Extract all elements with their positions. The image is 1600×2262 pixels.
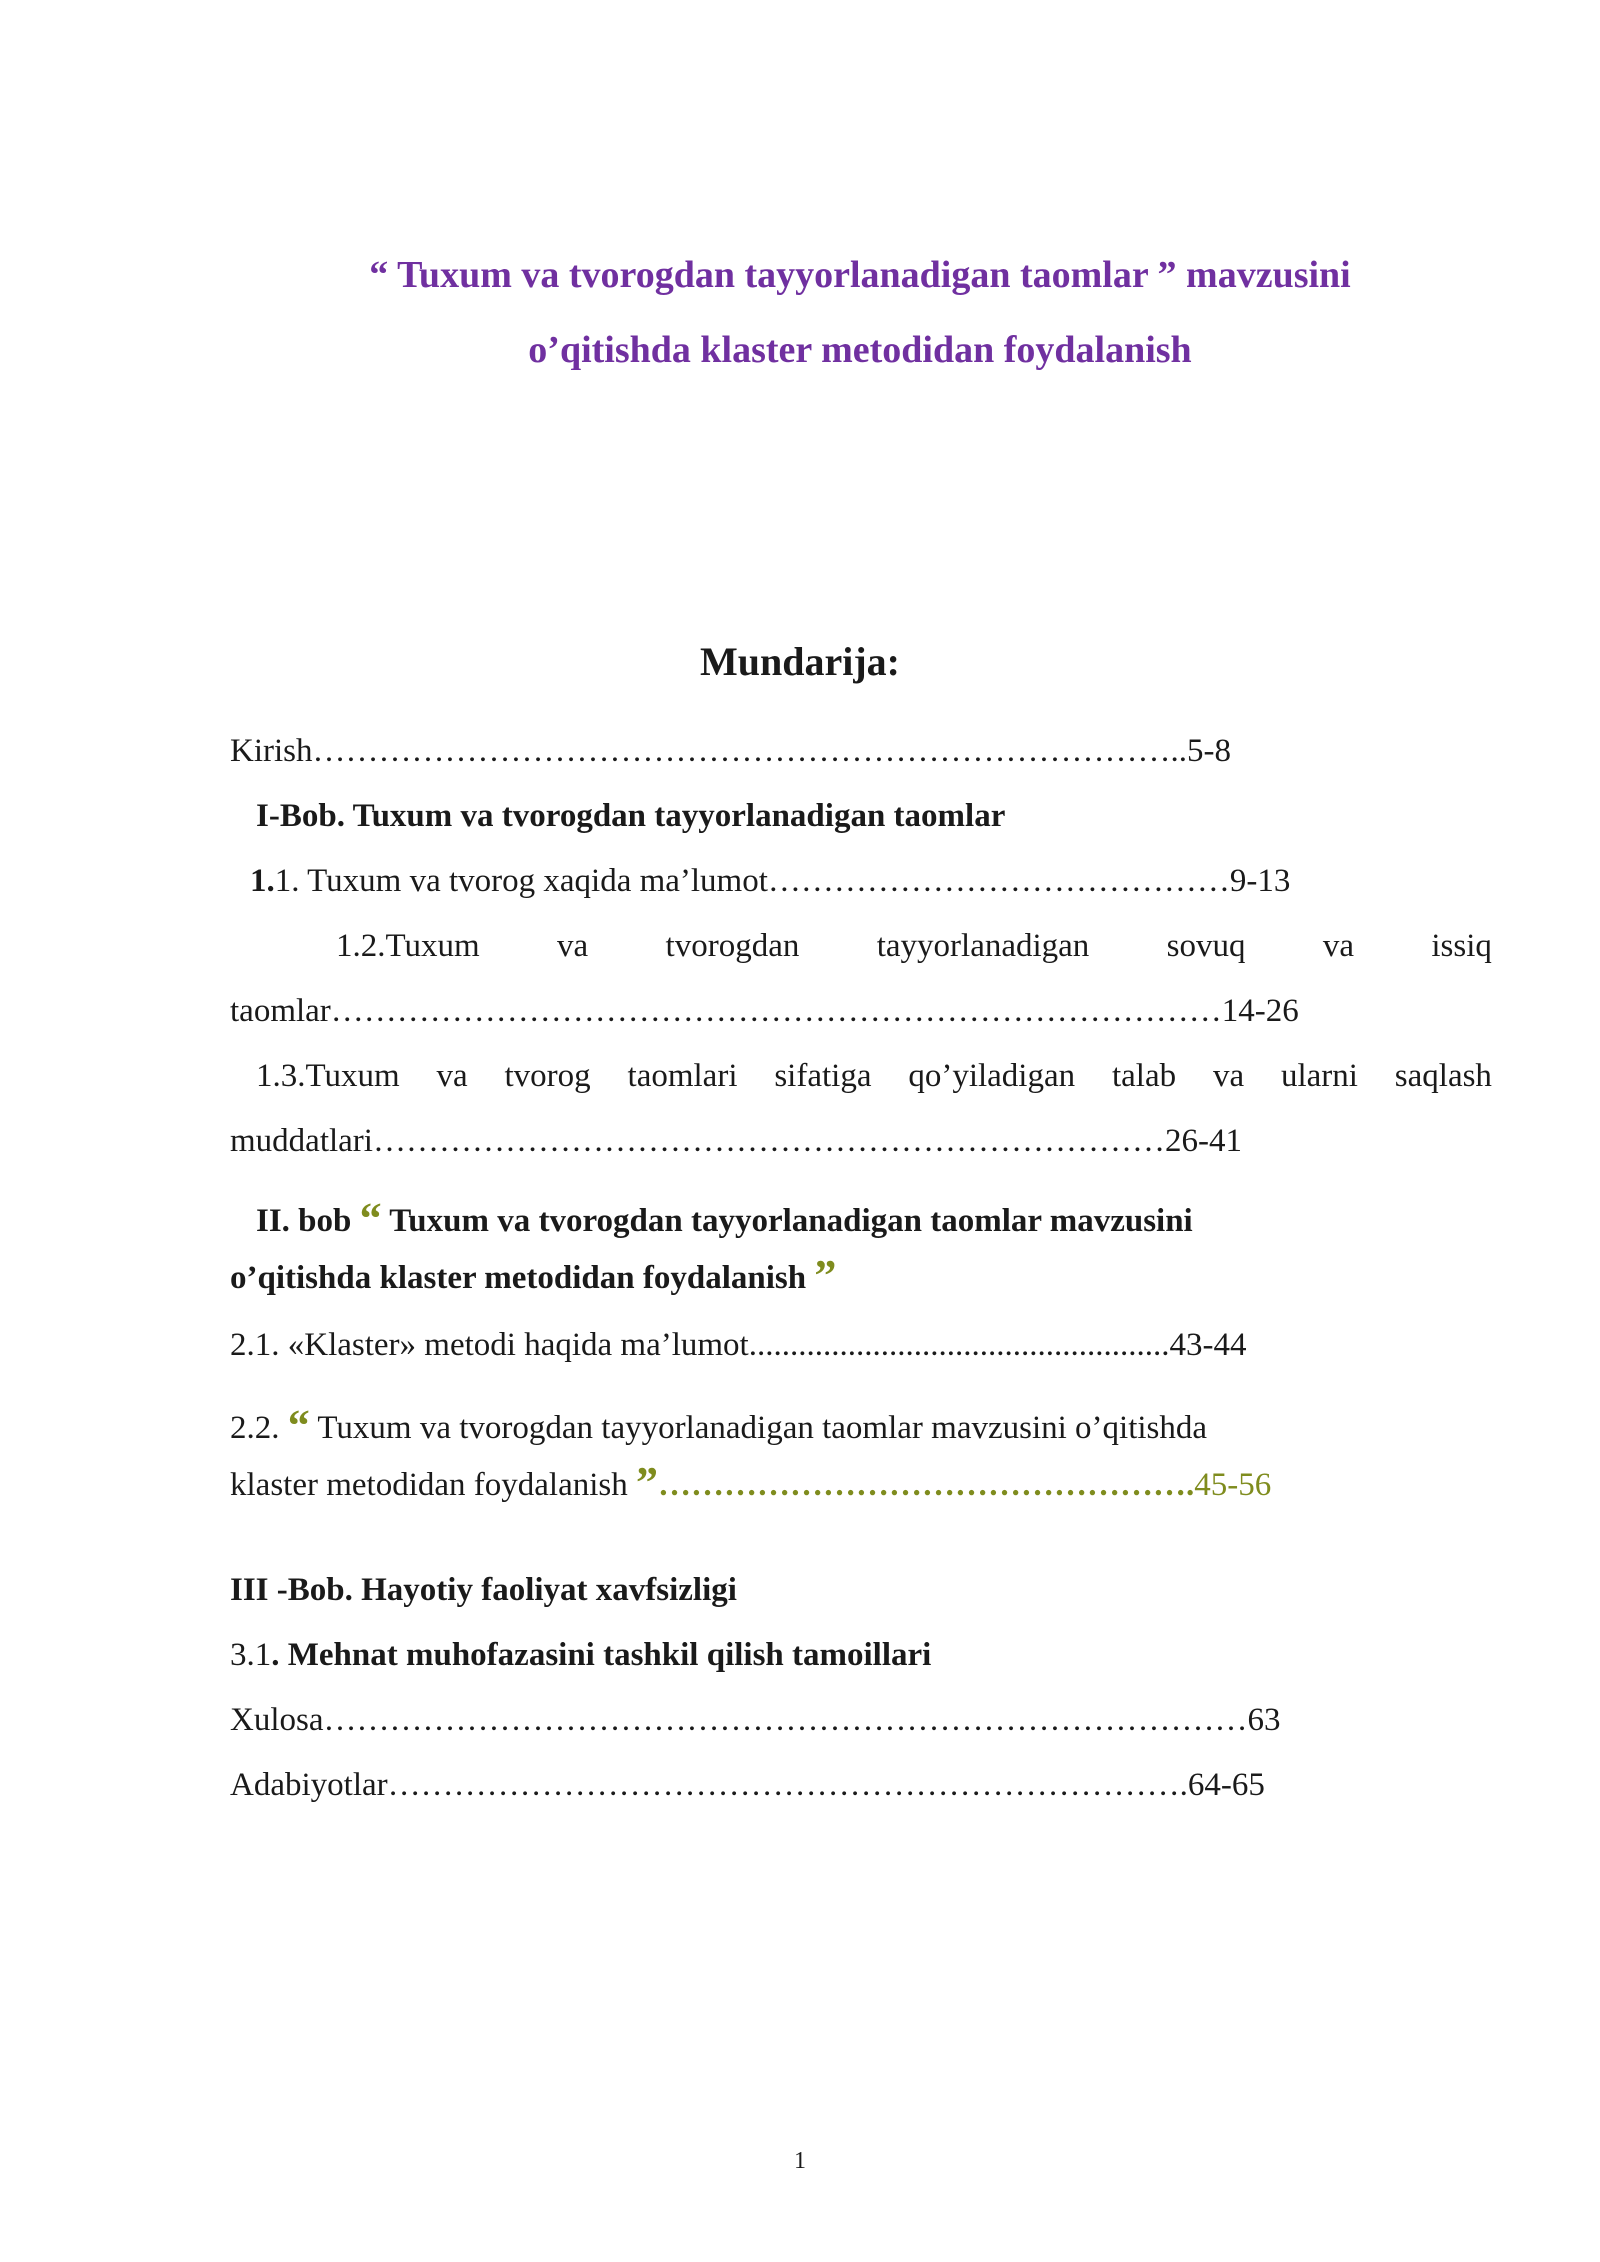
toc-entry-number: 1. bbox=[250, 863, 275, 899]
word: va bbox=[1212, 1058, 1245, 1094]
toc-chapter-2-line-1 bbox=[256, 1193, 1518, 1244]
word: tayyorlanadigan bbox=[876, 928, 1090, 964]
toc-entry-number: 2.2. bbox=[230, 1410, 280, 1446]
word: talab bbox=[1111, 1058, 1177, 1094]
word: taomlari bbox=[627, 1058, 738, 1094]
toc-entry-1-3-line-1 bbox=[256, 1058, 1492, 1095]
toc-entry-label: 1. Tuxum va tvorog xaqida ma’lumot bbox=[274, 863, 768, 899]
toc-page-range: 45-56 bbox=[1194, 1467, 1272, 1503]
toc-entry-label: 2.1. «Klaster» metodi haqida ma’lumot bbox=[230, 1327, 749, 1363]
toc-entry-label: . Mehnat muhofazasini tashkil qilish tamoillari bbox=[271, 1637, 932, 1673]
word: ularni bbox=[1280, 1058, 1358, 1094]
toc-entry-xulosa bbox=[230, 1702, 1492, 1739]
toc-entry-label: taomlar bbox=[230, 993, 331, 1029]
toc-leader-dots: ……………………………………………………………………… bbox=[330, 993, 1222, 1029]
toc-leader-dots: ................................................... bbox=[748, 1327, 1170, 1363]
toc-page-range: 43-44 bbox=[1169, 1327, 1247, 1363]
word: 1.2.Tuxum bbox=[336, 928, 480, 964]
word: 1.3.Tuxum bbox=[256, 1058, 400, 1094]
chapter-title-line: Tuxum va tvorogdan tayyorlanadigan taomlar mavzusini bbox=[389, 1203, 1193, 1239]
toc-chapter-1: I-Bob. Tuxum va tvorogdan tayyorlanadigan taomlar bbox=[256, 798, 1006, 834]
title-line-2: o’qitishda klaster metodidan foydalanish bbox=[528, 329, 1192, 371]
toc-leader-dots: ………………………………………………………………………… bbox=[323, 1702, 1248, 1738]
toc-page-range: 26-41 bbox=[1164, 1123, 1242, 1159]
word: tvorog bbox=[504, 1058, 591, 1094]
title-line-1: “ Tuxum va tvorogdan tayyorlanadigan taomlar ” mavzusini bbox=[369, 254, 1351, 296]
word: tvorogdan bbox=[665, 928, 800, 964]
word: issiq bbox=[1431, 928, 1492, 964]
toc-entry-label: muddatlari bbox=[230, 1123, 373, 1159]
word: sovuq bbox=[1166, 928, 1246, 964]
toc-entry-kirish bbox=[230, 733, 1492, 770]
word: qo’yiladigan bbox=[908, 1058, 1076, 1094]
chapter-title-line: o’qitishda klaster metodidan foydalanish bbox=[230, 1260, 807, 1296]
chapter-prefix: II. bob bbox=[256, 1203, 352, 1239]
page-number: 1 bbox=[794, 2148, 806, 2174]
toc-leader-dots: ………………………………………………………………. bbox=[387, 1767, 1188, 1803]
toc-leader-dots: …………………………………………. bbox=[657, 1467, 1195, 1503]
toc-chapter-3: III -Bob. Hayotiy faoliyat xavfsizligi bbox=[230, 1572, 737, 1608]
toc-page-range: 64-65 bbox=[1187, 1767, 1265, 1803]
toc-entry-2-2-line-2 bbox=[230, 1457, 1492, 1508]
toc-entry-2-2-line-1 bbox=[230, 1400, 1492, 1451]
toc-entry-label: Adabiyotlar bbox=[230, 1767, 388, 1803]
toc-heading: Mundarija: bbox=[700, 639, 900, 684]
toc-entry-number: 3.1 bbox=[230, 1637, 272, 1673]
toc-entry-label: Xulosa bbox=[230, 1702, 324, 1738]
toc-page-range: 63 bbox=[1247, 1702, 1281, 1738]
toc-entry-1-2-line-1 bbox=[336, 928, 1492, 965]
toc-entry-label: Tuxum va tvorogdan tayyorlanadigan taomlar mavzusini o’qitishda bbox=[317, 1410, 1208, 1446]
toc-entry-1-1 bbox=[250, 863, 1512, 900]
toc-leader-dots: …………………………………………………………………….. bbox=[312, 733, 1187, 769]
word: sifatiga bbox=[774, 1058, 872, 1094]
toc-leader-dots: …………………………………… bbox=[767, 863, 1230, 899]
open-quote: “ bbox=[287, 1401, 310, 1450]
toc-entry-2-1 bbox=[230, 1327, 1492, 1364]
word: va bbox=[436, 1058, 468, 1094]
toc-page-range: 5-8 bbox=[1187, 733, 1231, 769]
toc-page-range: 14-26 bbox=[1221, 993, 1299, 1029]
toc-entry-1-2-line-2 bbox=[230, 993, 1492, 1030]
toc-entry-label: Kirish bbox=[230, 733, 313, 769]
toc-entry-3-1 bbox=[230, 1637, 1492, 1674]
open-quote: “ bbox=[359, 1194, 382, 1243]
word: saqlash bbox=[1394, 1058, 1492, 1094]
document-title bbox=[230, 238, 1490, 388]
toc-leader-dots: ……………………………………………………………… bbox=[372, 1123, 1165, 1159]
toc-chapter-2-line-2 bbox=[230, 1250, 1492, 1301]
toc-entry-label: klaster metodidan foydalanish bbox=[230, 1467, 628, 1503]
word: va bbox=[557, 928, 589, 964]
toc-entry-adabiyotlar bbox=[230, 1767, 1492, 1804]
close-quote: ” bbox=[635, 1458, 658, 1507]
close-quote: ” bbox=[814, 1251, 837, 1300]
toc-page-range: 9-13 bbox=[1229, 863, 1291, 899]
toc-entry-1-3-line-2 bbox=[230, 1123, 1492, 1160]
word: va bbox=[1322, 928, 1355, 964]
